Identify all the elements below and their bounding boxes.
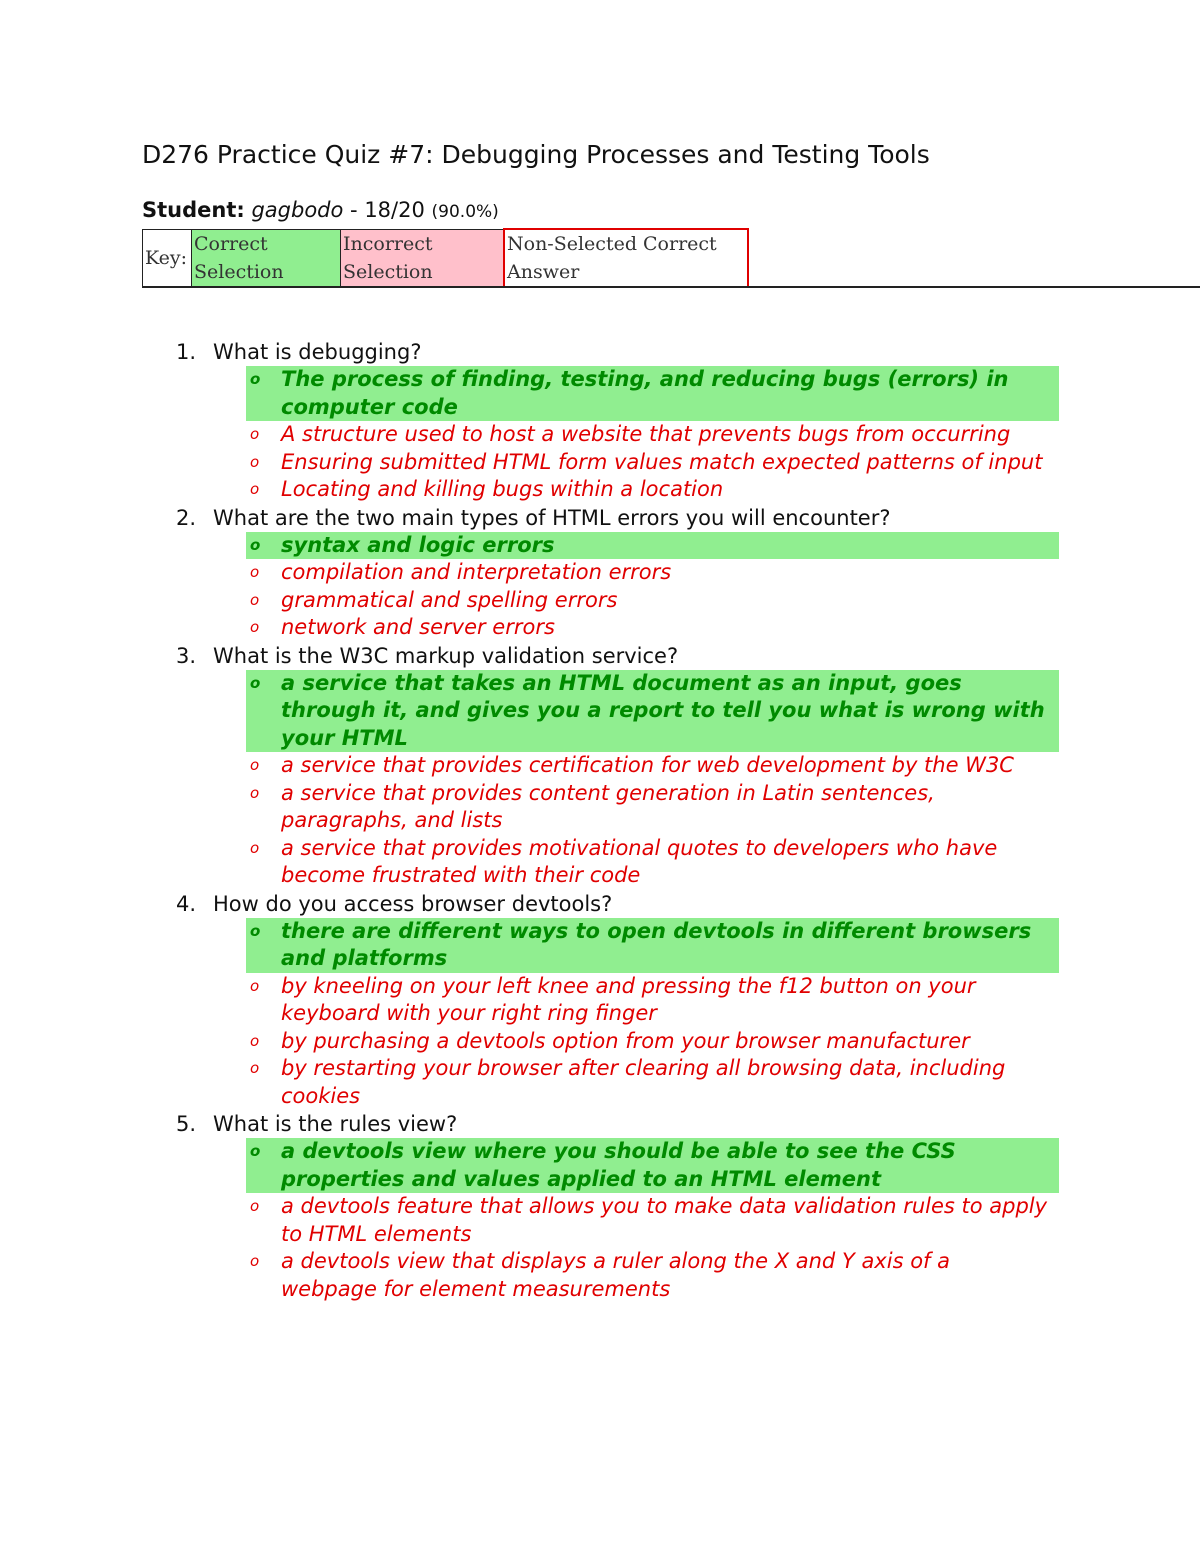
- header-divider: [142, 286, 1200, 288]
- question-text: How do you access browser devtools?: [213, 891, 613, 916]
- answer-option: [246, 421, 1059, 449]
- question-number: 4.: [176, 891, 197, 916]
- answer-option: [246, 973, 1059, 1028]
- answer-text: a devtools view where you should be able to see the CSS properties and values applied to an HTML element: [281, 1139, 956, 1191]
- bullet-icon: o: [250, 1197, 260, 1215]
- answer-option: [246, 1193, 1059, 1248]
- answer-text: syntax and logic errors: [281, 532, 555, 557]
- answer-text: Locating and killing bugs within a location: [281, 477, 724, 501]
- bullet-icon: o: [250, 563, 260, 581]
- answer-option: [246, 780, 1059, 835]
- answer-option: [246, 449, 1059, 477]
- question-3: [0, 642, 1200, 670]
- answer-option-correct: [246, 918, 1059, 973]
- answer-option: [246, 1028, 1059, 1056]
- answer-options: [0, 918, 1200, 1111]
- answer-options: [0, 532, 1200, 642]
- question-text: What is debugging?: [213, 340, 422, 364]
- bullet-icon: o: [250, 1142, 261, 1160]
- question-2: [0, 504, 1200, 532]
- bullet-icon: o: [250, 838, 260, 857]
- bullet-icon: o: [250, 756, 260, 774]
- answer-option: [246, 476, 1059, 504]
- answer-text: by kneeling on your left knee and pressing the f12 button on your keyboard with your right ring finger: [281, 973, 976, 1025]
- answer-option: [246, 835, 1059, 890]
- bullet-icon: o: [250, 921, 261, 940]
- key-incorrect-selection: Incorrect Selection: [341, 229, 505, 287]
- answer-text: a devtools feature that allows you to make data validation rules to apply to HTML elements: [281, 1194, 1048, 1246]
- answer-text: by purchasing a devtools option from your browser manufacturer: [281, 1028, 970, 1053]
- bullet-icon: o: [250, 590, 260, 609]
- bullet-icon: o: [250, 370, 261, 388]
- answer-text: Ensuring submitted HTML form values match expected patterns of input: [281, 449, 1043, 474]
- bullet-icon: o: [250, 480, 260, 498]
- answer-option-correct: [246, 1138, 1059, 1193]
- answer-text: a service that provides motivational quotes to developers who have become frustrated with their code: [281, 835, 998, 887]
- answer-text: there are different ways to open devtools in different browsers and platforms: [281, 918, 1032, 970]
- question-list: [0, 338, 1200, 1303]
- question-number: 3.: [176, 643, 197, 668]
- answer-option: [246, 587, 1059, 615]
- answer-option-correct: [246, 366, 1059, 421]
- answer-option: [246, 614, 1059, 642]
- key-legend: [142, 228, 749, 288]
- score-separator: -: [350, 198, 358, 222]
- answer-text: network and server errors: [281, 615, 555, 639]
- page-title: D276 Practice Quiz #7: Debugging Processes and Testing Tools: [142, 140, 930, 169]
- bullet-icon: o: [250, 535, 261, 554]
- question-text: What are the two main types of HTML errors you will encounter?: [213, 505, 891, 530]
- student-label: Student:: [142, 198, 245, 222]
- bullet-icon: o: [250, 783, 260, 802]
- bullet-icon: o: [250, 452, 260, 471]
- question-5: [0, 1110, 1200, 1138]
- bullet-icon: o: [250, 1059, 260, 1077]
- question-number: 1.: [176, 340, 197, 364]
- bullet-icon: o: [250, 673, 261, 692]
- key-label: Key:: [143, 229, 192, 287]
- score: 18/20: [364, 198, 425, 222]
- bullet-icon: o: [250, 425, 260, 443]
- key-correct-selection: Correct Selection: [192, 229, 341, 287]
- bullet-icon: o: [250, 976, 260, 995]
- question-number: 2.: [176, 505, 197, 530]
- answer-text: The process of finding, testing, and reducing bugs (errors) in computer code: [281, 367, 1009, 419]
- score-percent: (90.0%): [431, 202, 499, 222]
- key-non-selected-correct: Non-Selected Correct Answer: [504, 229, 748, 287]
- answer-options: [0, 670, 1200, 890]
- answer-text: a service that provides content generation in Latin sentences, paragraphs, and lists: [281, 780, 935, 832]
- question-text: What is the W3C markup validation service?: [213, 643, 679, 668]
- answer-option-correct: [246, 670, 1059, 753]
- answer-option: [246, 1248, 1059, 1303]
- question-4: [0, 890, 1200, 918]
- answer-text: A structure used to host a website that prevents bugs from occurring: [281, 422, 1011, 446]
- answer-text: a service that provides certification for web development by the W3C: [281, 753, 1014, 777]
- answer-option: [246, 752, 1059, 780]
- student-name: gagbodo: [251, 198, 344, 222]
- answer-option: [246, 1055, 1059, 1110]
- answer-option-correct: [246, 532, 1059, 560]
- answer-options: [0, 1138, 1200, 1303]
- student-score-line: [142, 198, 499, 222]
- answer-options: [0, 366, 1200, 504]
- question-number: 5.: [176, 1112, 197, 1136]
- answer-text: by restarting your browser after clearing all browsing data, including cookies: [281, 1056, 1006, 1108]
- question-text: What is the rules view?: [213, 1112, 458, 1136]
- bullet-icon: o: [250, 1252, 260, 1270]
- answer-option: [246, 559, 1059, 587]
- answer-text: compilation and interpretation errors: [281, 560, 672, 584]
- question-1: [0, 338, 1200, 366]
- bullet-icon: o: [250, 1031, 260, 1050]
- answer-text: grammatical and spelling errors: [281, 587, 618, 612]
- bullet-icon: o: [250, 618, 260, 636]
- answer-text: a service that takes an HTML document as an input, goes through it, and gives you a report to tell you what is wrong with your HTML: [281, 670, 1045, 750]
- answer-text: a devtools view that displays a ruler along the X and Y axis of a webpage for element measurements: [281, 1249, 950, 1301]
